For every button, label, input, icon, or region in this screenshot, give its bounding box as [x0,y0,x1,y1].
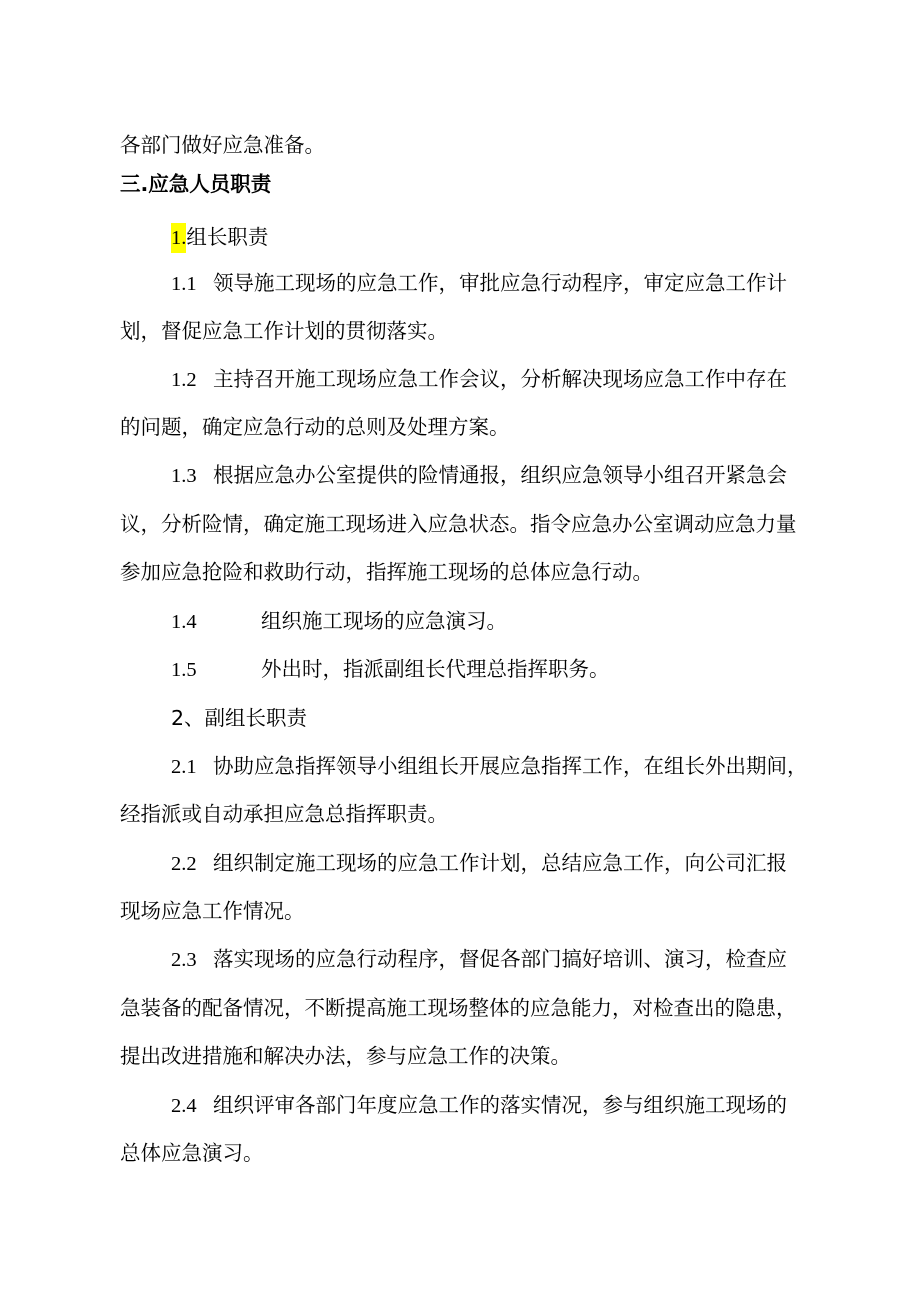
item-2-3 [171,944,787,975]
item-text: 协助应急指挥领导小组组长开展应急指挥工作，在组长外出期间， [213,754,808,778]
item-1-2 [171,364,787,395]
item-number: 2.3 [171,949,197,971]
item-number: 1.4 [171,611,197,633]
item-2-4-cont: 总体应急演习。 [120,1141,264,1165]
item-1-3 [171,460,787,491]
item-2-3-cont-1: 急装备的配备情况，不断提高施工现场整体的应急能力，对检查出的隐患， [120,996,797,1020]
item-number: 1.1 [171,273,197,295]
item-text: 组织施工现场的应急演习。 [261,609,507,633]
item-text: 落实现场的应急行动程序，督促各部门搞好培训、演习，检查应 [213,947,787,971]
item-number: 2.2 [171,853,197,875]
item-2-1-cont: 经指派或自动承担应急总指挥职责。 [120,802,448,826]
heading-number-highlight: 1. [171,223,186,253]
item-1-3-cont-1: 议，分析险情，确定施工现场进入应急状态。指令应急办公室调动应急力量 [120,512,797,536]
item-text: 领导施工现场的应急工作，审批应急行动程序，审定应急工作计 [213,271,787,295]
item-number: 2.4 [171,1095,197,1117]
deputy-leader-heading: 2、副组长职责 [171,706,308,730]
item-number: 1.3 [171,465,197,487]
item-1-1 [171,268,787,299]
item-1-5 [171,654,610,685]
item-1-1-cont: 划，督促应急工作计划的贯彻落实。 [120,319,448,343]
item-text: 主持召开施工现场应急工作会议，分析解决现场应急工作中存在 [213,367,787,391]
group-leader-heading [171,222,268,253]
item-text: 根据应急办公室提供的险情通报，组织应急领导小组召开紧急会 [213,463,787,487]
item-text: 组织评审各部门年度应急工作的落实情况，参与组织施工现场的 [213,1093,787,1117]
item-2-3-cont-2: 提出改进措施和解决办法，参与应急工作的决策。 [120,1044,571,1068]
group-leader-heading-text: 组长职责 [186,225,269,249]
item-1-3-cont-2: 参加应急抢险和救助行动，指挥施工现场的总体应急行动。 [120,560,653,584]
item-1-2-cont: 的问题，确定应急行动的总则及处理方案。 [120,415,510,439]
item-2-4 [171,1090,787,1121]
item-1-4 [171,606,507,637]
item-number: 1.2 [171,369,197,391]
item-2-1 [171,751,808,782]
item-text: 组织制定施工现场的应急工作计划，总结应急工作，向公司汇报 [213,851,787,875]
item-2-2 [171,848,787,879]
item-number: 2.1 [171,756,197,778]
item-2-2-cont: 现场应急工作情况。 [120,899,305,923]
section-heading: 三.应急人员职责 [120,172,272,196]
item-number: 1.5 [171,659,197,681]
item-text: 外出时，指派副组长代理总指挥职务。 [261,657,610,681]
intro-tail: 各部门做好应急准备。 [120,133,325,157]
